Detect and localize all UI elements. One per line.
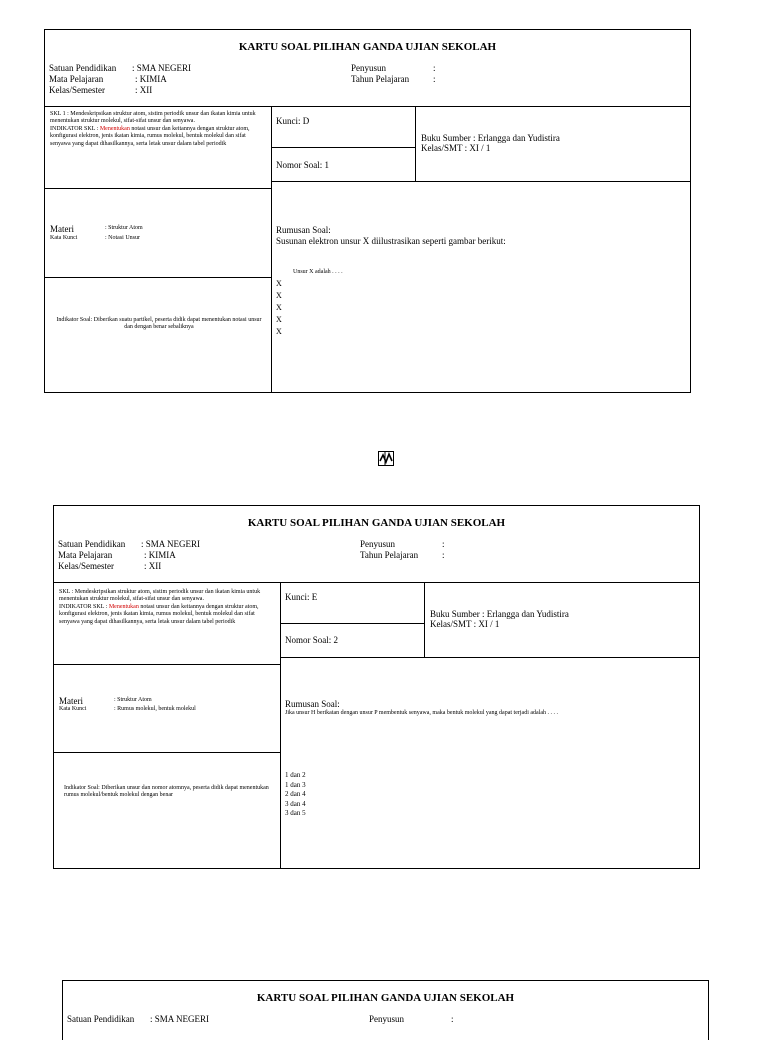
penyusun-label: Penyusun: [369, 1014, 405, 1024]
option-d: X: [276, 315, 282, 324]
satuan-label: Satuan Pendidikan: [67, 1014, 135, 1024]
question-text: Unsur X adalah . . . .: [293, 269, 343, 275]
indikator-soal: Indikator Soal: Diberikan suatu partikel, peserta didik dapat menentukan notasi unsur dan dengan benar sebaliknya: [56, 317, 262, 331]
materi-label: Materi: [59, 696, 83, 706]
divider: [424, 582, 425, 657]
rumusan-text: Jika unsur H berikatan dengan unsur P membentuk senyawa, maka bentuk molekul yang dapat terjadi adalah . . . .: [285, 710, 559, 716]
mapel-value: : KIMIA: [135, 74, 167, 84]
indikator-skl-keyword: Menentukan: [99, 125, 130, 132]
indikator-skl-keyword: Menentukan: [108, 603, 139, 610]
tahun-label: Tahun Pelajaran: [360, 550, 419, 560]
divider: [280, 582, 281, 868]
option-d: 3 dan 4: [285, 800, 306, 808]
rumusan-label: Rumusan Soal:: [276, 225, 331, 235]
option-e: 3 dan 5: [285, 809, 306, 817]
divider: [271, 106, 272, 392]
penyusun-value: :: [451, 1014, 454, 1024]
kelas-label: Kelas/Semester: [49, 85, 105, 95]
mapel-value: : KIMIA: [144, 550, 176, 560]
kunci: Kunci: E: [285, 592, 318, 602]
materi-value: : Struktur Atom: [114, 697, 152, 703]
skl-text: [50, 111, 266, 148]
option-b: 1 dan 3: [285, 781, 306, 789]
materi-value: : Struktur Atom: [105, 225, 143, 231]
divider: [45, 277, 271, 278]
kelas-smt: Kelas/SMT : XI / 1: [430, 619, 500, 629]
question-card-3: [62, 980, 709, 1040]
indikator-skl-text: notasi unsur dan keitannya dengan struktur atom, konfigurasi elektron, jenis ikatan kimia, rumus molekul, bentuk molekul dan sifat senyawa yang dapat dihasilkannya, serta letak unsur dalam tabel periodik: [50, 125, 250, 147]
tahun-value: :: [433, 74, 436, 84]
indikator-skl-label: INDIKATOR SKL :: [59, 603, 109, 610]
indikator-soal: Indikator Soal: Diberikan unsur dan nomor atomnya, peserta didik dapat menentukan rumus molekul/bentuk molekul dengan benar: [64, 785, 269, 799]
card-title: KARTU SOAL PILIHAN GANDA UJIAN SEKOLAH: [238, 41, 497, 53]
kunci: Kunci: D: [276, 116, 310, 126]
divider: [271, 181, 690, 182]
satuan-label: Satuan Pendidikan: [58, 539, 126, 549]
satuan-value: : SMA NEGERI: [150, 1014, 210, 1024]
divider: [271, 147, 415, 148]
divider: [54, 752, 280, 753]
card-title: KARTU SOAL PILIHAN GANDA UJIAN SEKOLAH: [256, 992, 515, 1004]
page-break-icon: [378, 451, 394, 466]
option-c: 2 dan 4: [285, 790, 306, 798]
mapel-label: Mata Pelajaran: [49, 74, 104, 84]
kelas-smt: Kelas/SMT : XI / 1: [421, 143, 491, 153]
nomor-soal: Nomor Soal: 1: [276, 160, 329, 170]
card-title: KARTU SOAL PILIHAN GANDA UJIAN SEKOLAH: [247, 517, 506, 529]
satuan-value: : SMA NEGERI: [132, 63, 192, 73]
buku-sumber: Buku Sumber : Erlangga dan Yudistira: [421, 133, 560, 143]
option-a: 1 dan 2: [285, 771, 306, 779]
skl-line: SKL 1 : Mendeskripsikan struktur atom, sistim periodik unsur dan ikatan kimia untuk menentukan struktur molekul, sifat-sifat unsur dan senyawa.: [50, 111, 256, 125]
divider: [54, 582, 699, 583]
question-card-2: [53, 505, 700, 869]
kelas-value: : XII: [144, 561, 162, 571]
nomor-soal: Nomor Soal: 2: [285, 635, 338, 645]
indikator-skl-text: notasi unsur dan keitannya dengan struktur atom, konfigurasi elektron, jenis ikatan kimia, rumus molekul, bentuk molekul dan sifat senyawa yang dapat dihasilkannya, serta letak unsur dalam tabel periodik: [59, 603, 259, 625]
divider: [280, 657, 699, 658]
kata-kunci-label: Kata Kunci: [50, 235, 78, 241]
divider: [45, 106, 690, 107]
question-card-1: [44, 29, 691, 393]
rumusan-label: Rumusan Soal:: [285, 699, 340, 709]
indikator-skl-label: INDIKATOR SKL :: [50, 125, 100, 132]
tahun-label: Tahun Pelajaran: [351, 74, 410, 84]
kelas-label: Kelas/Semester: [58, 561, 114, 571]
option-b: X: [276, 291, 282, 300]
kata-kunci-label: Kata Kunci: [59, 706, 87, 712]
buku-sumber: Buku Sumber : Erlangga dan Yudistira: [430, 609, 569, 619]
penyusun-value: :: [433, 63, 436, 73]
kelas-value: : XII: [135, 85, 153, 95]
divider: [54, 664, 280, 665]
satuan-value: : SMA NEGERI: [141, 539, 201, 549]
divider: [415, 106, 416, 181]
option-c: X: [276, 303, 282, 312]
penyusun-value: :: [442, 539, 445, 549]
satuan-label: Satuan Pendidikan: [49, 63, 117, 73]
rumusan-text: Susunan elektron unsur X diilustrasikan seperti gambar berikut:: [276, 236, 506, 246]
mapel-label: Mata Pelajaran: [58, 550, 113, 560]
kata-kunci-value: : Rumus molekul, bentuk molekul: [114, 706, 196, 712]
tahun-value: :: [442, 550, 445, 560]
divider: [280, 623, 424, 624]
divider: [45, 188, 271, 189]
penyusun-label: Penyusun: [360, 539, 396, 549]
option-a: X: [276, 279, 282, 288]
kata-kunci-value: : Notasi Unsur: [105, 235, 140, 241]
materi-label: Materi: [50, 224, 74, 234]
skl-text: [59, 589, 275, 626]
penyusun-label: Penyusun: [351, 63, 387, 73]
skl-line: SKL : Mendeskripsikan struktur atom, sistim periodik unsur dan ikatan kimia untuk menentukan struktur molekul, sifat-sifat unsur dan senyawa.: [59, 589, 261, 603]
option-e: X: [276, 327, 282, 336]
